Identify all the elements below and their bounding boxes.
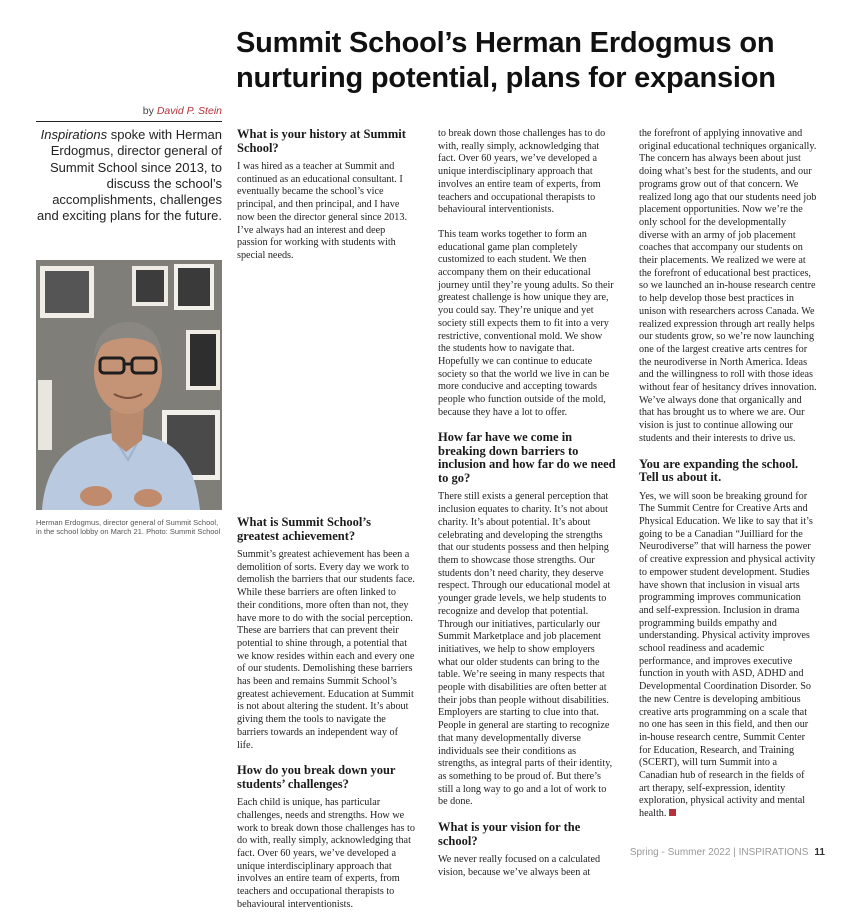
section-paragraph	[639, 491, 817, 821]
section-heading-vision: What is your vision for the school?	[438, 820, 581, 848]
article-headline: Summit School’s Herman Erdogmus on nurturing potential, plans for expansion	[236, 27, 776, 94]
section-paragraph: the forefront of applying innovative and original educational techniques organically. The concern has always been about just doing what’s best for the students, and our programs grow out of that concern. We realized long ago that our students need job placement opportunities. Now we’re the only school for the developmentally diverse with an army of job placement coaches that accompany our students on their placements. We realized we were at the forefront of educational best practices, so we launched an in-house research centre to help develop those best practices in unison with researchers across Canada. We realized expression through art really helps our students grow, so we’re now launching one of the largest creative arts centres for the neurodiverse in North America. Ideas and the willingness to roll with those ideas without fear of hesitancy drives innovation. We’ve always done that organically and that has brought us to where we are. Our vision is just to continue allowing our students and their interests to drive us.	[639, 128, 817, 444]
section-heading-expansion: You are expanding the school. Tell us about it.	[639, 456, 799, 485]
column-3	[639, 128, 817, 833]
page-footer	[630, 847, 825, 858]
portrait-illustration	[36, 260, 222, 510]
section-paragraph: Summit’s greatest achievement has been a demolition of sorts. Every day we work to demolish the barriers that our students face. While these barriers are often linked to their conditions, more often than not, they have more to do with the social perception. These are barriers that can prevent their potential to shine through, a potential that we know resides within each and every one of our students. Demolishing these barriers has been and remains Summit School’s greatest achievement. Education at Summit is not about altering the student. It’s about giving them the tools to navigate the barriers towards an independent way of life.	[237, 549, 415, 751]
end-of-article-mark	[669, 809, 676, 816]
section-paragraph: I was hired as a teacher at Summit and continued as an educational consultant. I eventually became the school’s vice principal, and then principal, and I have now been the director general since 2013. I’ve always had an interest and deep passion for working with students with special needs.	[237, 161, 408, 261]
byline-author[interactable]: David P. Stein	[156, 105, 222, 117]
column-2	[438, 128, 616, 891]
expansion-paragraph: Yes, we will soon be breaking ground for The Summit Centre for Creative Arts and Physical Education. We like to say that it’s going to be a Canadian “Juilliard for the Neurodiverse” that will harness the power of creative expression and physical activity to empower student development. Studies have shown that inclusion in visual arts programming improves communication and self-expression. Inclusion in drama programming builds empathy and understanding. Physical activity improves school readiness and academic performance, and improves executive function in youth with ASD, ADHD and Developmental Coordination Disorder. So the new Centre is developing ambitious creative arts programming on a scale that no one has seen in this field, and then our in-house research centre, Summit Center for Education, Research, and Training (SCERT), will turn Summit into a Canadian hub of research in the fields of art therapy, self-expression, identity exploration, physical activity and mental health.	[639, 490, 816, 820]
photo-caption: Herman Erdogmus, director general of Summit School, in the school lobby on March 21. Photo: Summit School	[36, 518, 221, 537]
column-1-top	[237, 128, 415, 275]
section-heading-barriers: How far have we come in breaking down barriers to inclusion and how far do we need to go?	[438, 430, 616, 485]
intro-text: spoke with Herman Erdogmus, director general of Summit School since 2013, to discuss the school’s accomplishments, challenges and exciting plans for the future.	[36, 127, 222, 224]
byline-rule	[36, 121, 222, 122]
section-paragraph: We never really focused on a calculated vision, because we’ve always been at	[438, 854, 601, 878]
section-heading-history: What is your history at Summit School?	[237, 127, 406, 155]
footer-issue: Spring - Summer 2022 | INSPIRATIONS	[629, 847, 809, 858]
column-1-bottom	[237, 515, 415, 910]
byline	[36, 105, 222, 117]
section-paragraph: to break down those challenges has to do with, really simply, acknowledging that fact. Over 60 years, we’ve developed a unique interdisciplinary approach that involves an entire team of experts, from teachers and occupational therapists to behavioural interventionists.	[438, 128, 606, 216]
page-number: 11	[814, 847, 825, 858]
intro-blurb	[36, 127, 222, 225]
section-paragraph: This team works together to form an educational game plan completely customized to each student. We then accompany them on their educational journey until they’re young adults. So their greatest challenge is how unique they are, you could say. They’re unique and yet society still expects them to fit into a very restrictive, conventional mold. We show the students how to navigate that. Hopefully we can continue to educate society so that the world we live in can be more conducive and accepting towards people who function outside of the mold, because they have a lot to offer.	[438, 228, 614, 418]
portrait-photo	[36, 260, 222, 510]
section-heading-challenges: How do you break down your students’ challenges?	[237, 763, 396, 791]
section-paragraph: Each child is unique, has particular challenges, needs and strengths. How we work to break down those challenges has to do with, really simply, acknowledging that fact. Over 60 years, we’ve developed a unique interdisciplinary approach that involves an entire team of experts, from teachers and occupational therapists to behavioural interventionists.	[237, 797, 415, 910]
section-paragraph: There still exists a general perception that inclusion equates to charity. It’s not about charity. It’s about potential. It’s about celebrating and developing the strengths that our students possess and then helping them to showcase those strengths. Our students don’t need charity, they deserve respect. Through our educational model at younger grade levels, we help students to recognize and develop that potential. Through our initiatives, particularly our Summit Marketplace and job placement initiatives, we help to show employers what our older students can bring to the table. We’re seeing in many respects that people with disabilities are often better at their jobs than people without disabilities. Employers are starting to clue into that. People in general are starting to recognize that many developmentally diverse individuals see their conditions as strengths, as integral parts of their identity, as something to be proud of. But there’s still a long way to go and a lot of work to be done.	[438, 491, 613, 808]
section-heading-achievement: What is Summit School’s greatest achievement?	[237, 515, 371, 543]
intro-magazine-name: Inspirations	[40, 127, 108, 142]
byline-prefix: by	[142, 105, 154, 117]
